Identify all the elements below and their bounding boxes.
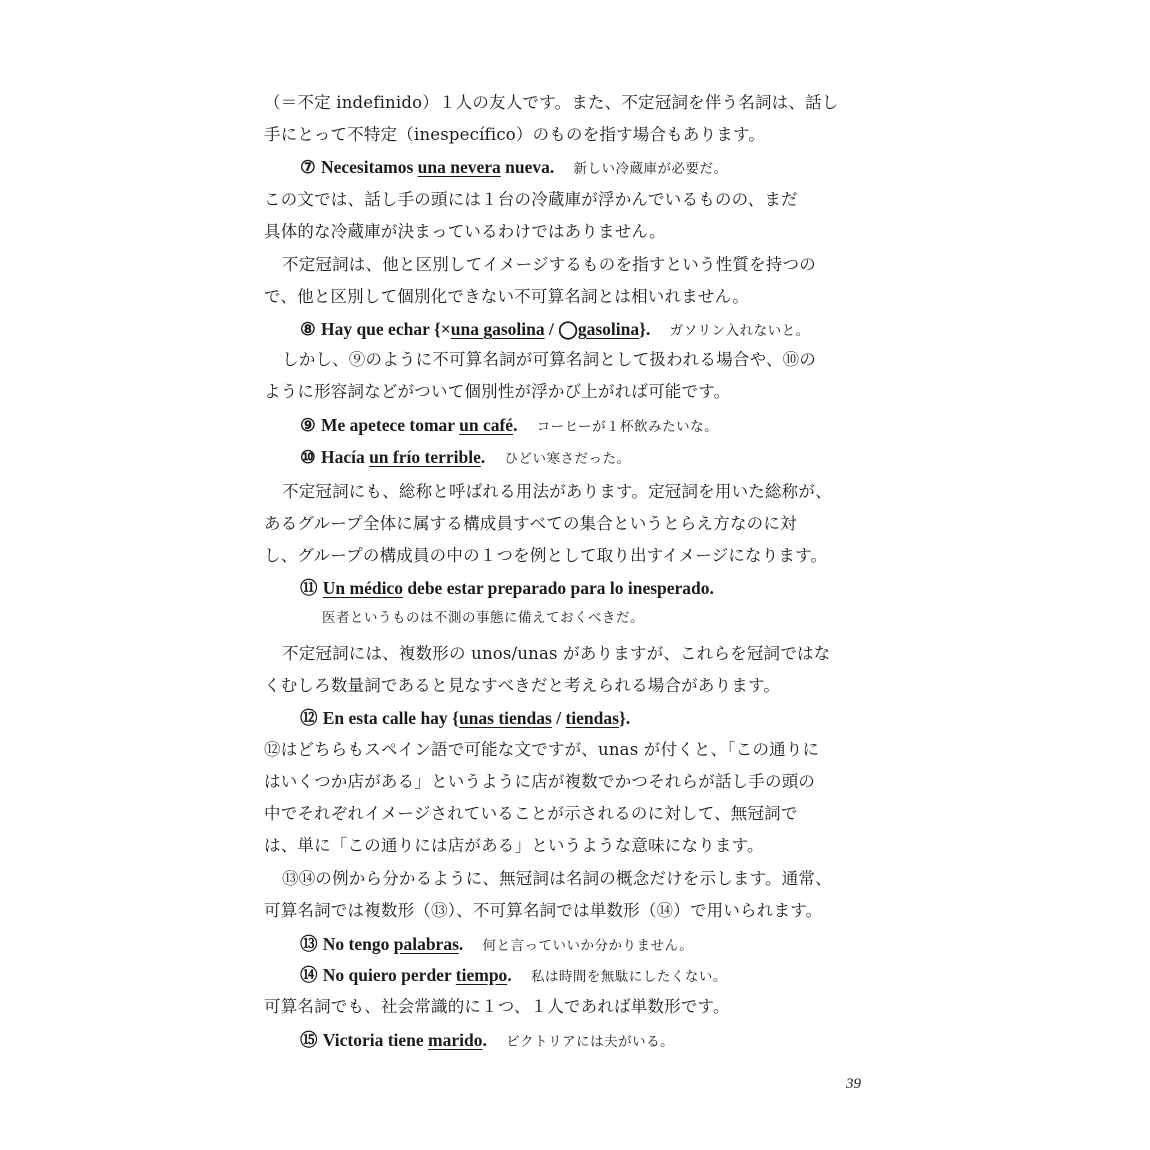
example-number: ⑧ <box>300 319 316 339</box>
translation: ひどい寒さだった。 <box>504 451 631 467</box>
body-text-line: し、グループの構成員の中の１つを例として取り出すイメージになります。 <box>264 546 828 565</box>
example-number: ⑮ <box>300 1030 318 1050</box>
translation: 私は時間を無駄にしたくない。 <box>530 969 727 985</box>
underlined-phrase: palabras <box>393 934 459 954</box>
example-number: ⑪ <box>300 578 318 598</box>
body-text-line: あるグループ全体に属する構成員すべての集合というとらえ方なのに対 <box>264 514 797 533</box>
underlined-phrase: un frío terrible <box>369 447 481 467</box>
example-12 <box>300 704 630 732</box>
body-text-line: ⑬⑭の例から分かるように、無冠詞は名詞の概念だけを示します。通常、 <box>282 869 832 888</box>
body-text-line: 中でそれぞれイメージされていることが示されるのに対して、無冠詞で <box>264 804 798 823</box>
body-text-line: ように形容詞などがついて個別性が浮かび上がれば可能です。 <box>264 382 731 401</box>
spanish-text: }. <box>618 708 631 728</box>
body-text-line: はいくつか店がある」というように店が複数でかつそれらが話し手の頭の <box>264 772 816 791</box>
translation: ビクトリアには夫がいる。 <box>506 1034 675 1050</box>
example-number: ⑭ <box>300 965 318 985</box>
underlined-phrase: marido <box>428 1030 483 1050</box>
spanish-text: }. <box>639 319 651 339</box>
translation: 新しい冷蔵庫が必要だ。 <box>573 161 728 177</box>
spanish-text: . <box>482 1030 487 1050</box>
spanish-text: / ◯ <box>544 319 578 339</box>
underlined-phrase: un café <box>459 415 514 435</box>
body-text-line: 不定冠詞は、他と区別してイメージするものを指すという性質を持つの <box>282 255 816 274</box>
body-text-line: で、他と区別して個別化できない不可算名詞とは相いれません。 <box>264 287 749 306</box>
example-15 <box>300 1026 674 1054</box>
body-text-line: 可算名詞では複数形（⑬）、不可算名詞では単数形（⑭）で用いられます。 <box>264 901 823 920</box>
spanish-text: Hacía <box>320 447 370 467</box>
body-text-line: この文では、話し手の頭には１台の冷蔵庫が浮かんでいるものの、まだ <box>264 190 798 209</box>
underlined-phrase: unas tiendas <box>458 708 552 728</box>
spanish-text: . <box>458 934 464 954</box>
example-10 <box>300 443 630 471</box>
body-text-line: くむしろ数量詞であると見なすべきだと考えられる場合があります。 <box>264 676 781 695</box>
underlined-phrase: una nevera <box>417 157 501 177</box>
example-8 <box>300 315 810 343</box>
example-number: ⑬ <box>300 934 318 954</box>
body-text-line: ⑫はどちらもスペイン語で可能な文ですが、unas が付くと、「この通りに <box>264 740 820 759</box>
spanish-text: . <box>507 965 512 985</box>
translation: 何と言っていいか分かりません。 <box>482 938 694 954</box>
translation: 医者というものは不測の事態に備えておくべきだ。 <box>322 610 644 626</box>
body-text-line: 不定冠詞にも、総称と呼ばれる用法があります。定冠詞を用いた総称が、 <box>282 482 832 501</box>
page-number: 39 <box>846 1076 861 1092</box>
body-text-line: は、単に「この通りには店がある」というような意味になります。 <box>264 836 764 855</box>
spanish-text: debe estar preparado para lo inesperado. <box>402 578 714 598</box>
underlined-phrase: Un médico <box>322 578 403 598</box>
example-number: ⑫ <box>300 708 318 728</box>
spanish-text: No quiero perder <box>322 965 456 985</box>
example-14 <box>300 961 727 989</box>
spanish-text: nueva. <box>500 157 555 177</box>
spanish-text: Necesitamos <box>320 157 418 177</box>
underlined-phrase: tiempo <box>455 965 508 985</box>
body-text-line: （＝不定 indefinido）１人の友人です。また、不定冠詞を伴う名詞は、話し <box>264 93 839 112</box>
spanish-text: Hay que echar {× <box>320 319 451 339</box>
translation: コーヒーが１杯飲みたいな。 <box>536 419 719 435</box>
spanish-text: En esta calle hay { <box>322 708 459 728</box>
body-text-line: しかし、⑨のように不可算名詞が可算名詞として扱われる場合や、⑩の <box>282 350 817 369</box>
example-11 <box>300 574 714 602</box>
example-7 <box>300 153 728 181</box>
underlined-phrase: gasolina <box>577 319 640 339</box>
body-text-line: 具体的な冷蔵庫が決まっているわけではありません。 <box>264 222 666 241</box>
body-text-line: 可算名詞でも、社会常識的に１つ、１人であれば単数形です。 <box>264 997 730 1016</box>
example-number: ⑩ <box>300 447 316 467</box>
body-text-line: 手にとって不特定（inespecífico）のものを指す場合もあります。 <box>264 125 766 144</box>
spanish-text: No tengo <box>322 934 394 954</box>
example-9 <box>300 411 718 439</box>
spanish-text: Me apetece tomar <box>320 415 460 435</box>
example-number: ⑦ <box>300 157 316 177</box>
spanish-text: . <box>513 415 518 435</box>
example-13 <box>300 930 693 958</box>
underlined-phrase: una gasolina <box>450 319 545 339</box>
body-text-line: 不定冠詞には、複数形の unos/unas がありますが、これらを冠詞ではな <box>282 644 831 663</box>
translation: ガソリン入れないと。 <box>669 323 810 339</box>
spanish-text: / <box>551 708 566 728</box>
spanish-text: Victoria tiene <box>322 1030 429 1050</box>
spanish-text: . <box>480 447 486 467</box>
example-number: ⑨ <box>300 415 316 435</box>
underlined-phrase: tiendas <box>565 708 619 728</box>
